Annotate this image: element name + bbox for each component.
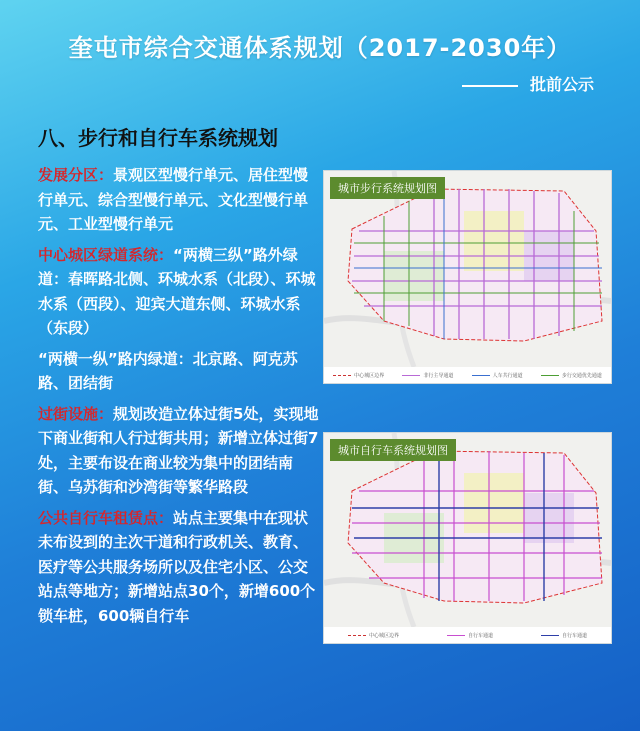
legend-item: 中心城区边界 xyxy=(333,372,384,379)
legend-item: 自行车通道 xyxy=(447,632,493,639)
paragraph-zones xyxy=(38,163,320,237)
bike-map-legend xyxy=(324,627,611,643)
map-label: 城市自行车系统规划图 xyxy=(330,439,456,461)
paragraph-label: 中心城区绿道系统： xyxy=(38,245,174,264)
paragraph-text: 规划改造立体过街5处，实现地下商业街和人行过街共用；新增立体过街7处，主要布设在商业较为集中的团结南街、乌苏街和沙湾街等繁华路段 xyxy=(38,404,319,496)
page-subtitle xyxy=(462,72,594,95)
paragraph-label: 发展分区： xyxy=(38,166,114,184)
legend-item: 中心城区边界 xyxy=(348,632,399,639)
legend-item: 人车共行通道 xyxy=(472,372,523,379)
legend-item: 自行车通道 xyxy=(541,632,587,639)
subtitle-dash xyxy=(462,85,518,87)
paragraph-crossing xyxy=(38,402,320,500)
walk-map-legend xyxy=(324,367,611,383)
paragraph-greenway-inner xyxy=(38,347,320,396)
paragraph-text: 景观区型慢行单元、居住型慢行单元、综合型慢行单元、文化型慢行单元、工业型慢行单元 xyxy=(38,166,309,233)
bike-system-map xyxy=(323,432,612,644)
walk-system-map xyxy=(323,170,612,384)
paragraph-label: 公共自行车租赁点： xyxy=(38,508,174,527)
paragraph-bike-rental xyxy=(38,506,320,629)
legend-item: 非行主导通道 xyxy=(402,372,453,379)
bike-map-graphic xyxy=(324,433,611,627)
paragraph-text: 站点主要集中在现状未布设到的主次干道和行政机关、教育、医疗等公共服务场所以及住宅小区、公交站点等地方；新增站点30个，新增600个锁车桩，600辆自行车 xyxy=(38,508,316,625)
map-label: 城市步行系统规划图 xyxy=(330,177,445,199)
paragraph-greenway xyxy=(38,243,320,341)
subtitle-text: 批前公示 xyxy=(529,75,594,94)
paragraph-text: “两横三纵”路外绿道：春晖路北侧、环城水系（北段）、环城水系（西段）、迎宾大道东侧、环城水系（东段） xyxy=(38,245,316,337)
legend-item: 步行交通优先通道 xyxy=(541,372,602,379)
walk-map-graphic xyxy=(324,171,611,367)
text-column xyxy=(38,163,320,634)
page-title: 奎屯市综合交通体系规划（2017-2030年） xyxy=(68,34,572,62)
section-title: 八、步行和自行车系统规划 xyxy=(38,126,278,150)
paragraph-text: “两横一纵”路内绿道：北京路、阿克苏路、团结街 xyxy=(38,349,298,392)
paragraph-label: 过街设施： xyxy=(38,404,114,423)
